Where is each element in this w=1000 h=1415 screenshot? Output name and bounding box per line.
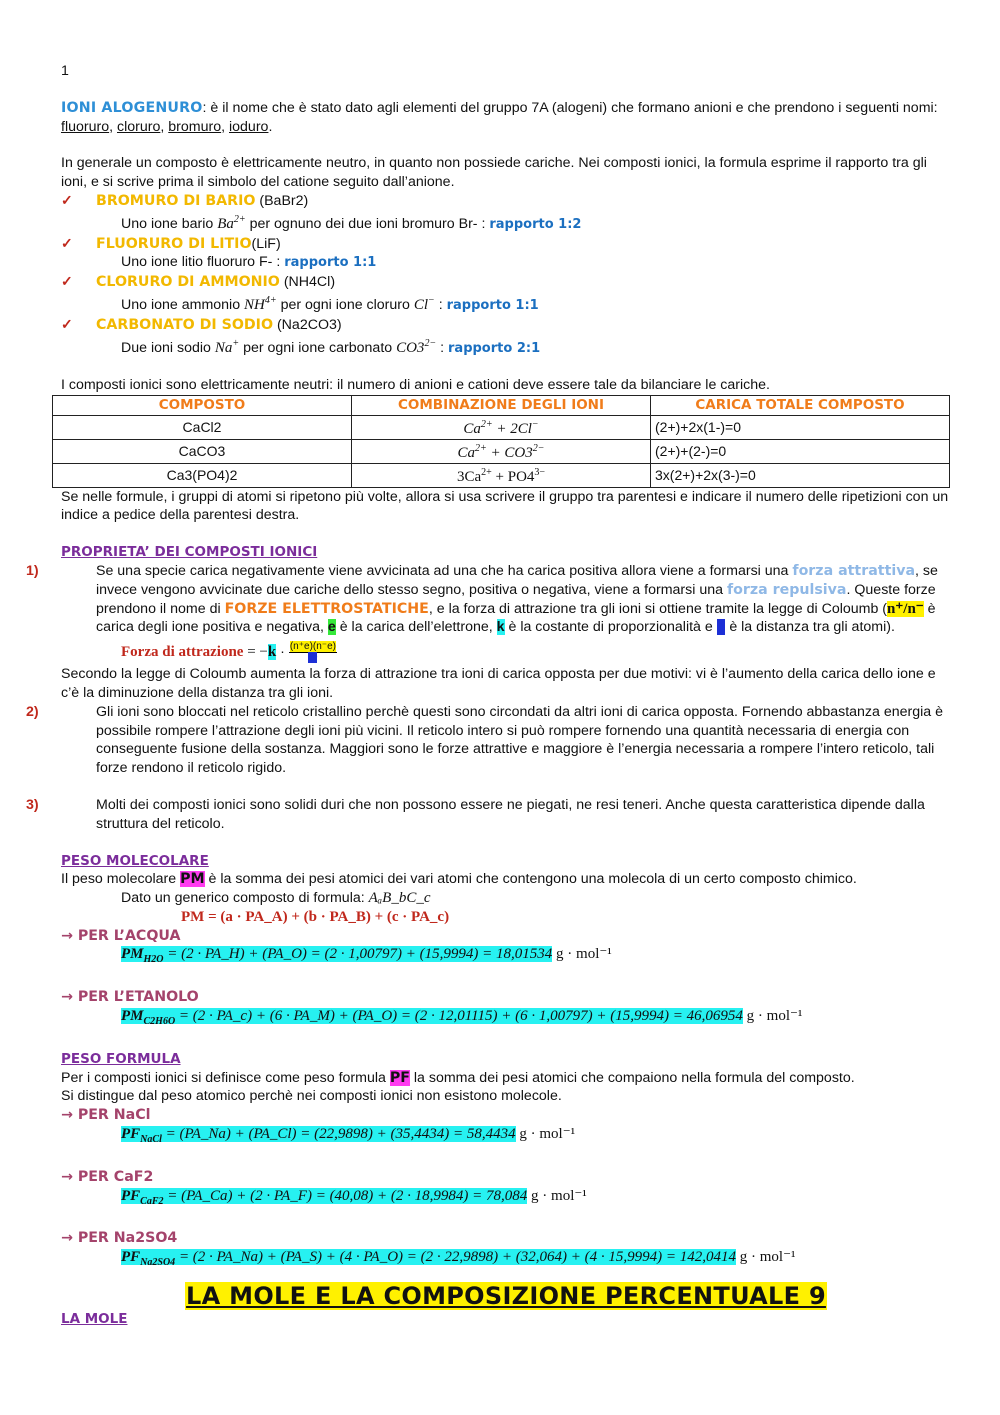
ioni-paragraph: IONI ALOGENURO: è il nome che è stato dato agli elementi del gruppo 7A (alogeni) che formano anioni e che prendono i seguenti nomi: fluoruro, cloruro, bromuro, ioduro. <box>61 99 938 135</box>
chapter-title: LA MOLE E LA COMPOSIZIONE PERCENTUALE 9 <box>186 1282 826 1311</box>
col-composto: COMPOSTO <box>53 396 352 416</box>
example-detail: Uno ione ammonio $NH^{4+}$ per ogni ione cloruro Cl− : rapporto 1:1 <box>121 294 539 313</box>
pm-formula: PM = (a · PA_A) + (b · PA_B) + (c · PA_c) <box>181 908 450 925</box>
ions-table <box>52 395 950 487</box>
property-2: 2) Gli ioni sono bloccati nel reticolo cristallino perchè questi sono circondati da altri ioni di carica opposta. Fornendo abbastanza energia è possibile rompere l’attrazione degli ioni più vicini. Il reticolo intero si può rompere fornendo una quantità necessaria di energia con conseguente fusione della sostanza. Maggiori sono le forze attrattive e maggiore è l’energia necessaria a rompere l’intero reticolo, tali forze rendono il reticolo rigido. <box>26 703 944 777</box>
check-icon: ✓ <box>61 316 73 333</box>
pf-definition: Per i composti ionici si definisce come peso formula PF la somma dei pesi atomici che compaiono nella formula del composto. <box>61 1069 855 1086</box>
table-header-row <box>53 396 950 416</box>
pf-item-formula: $PF_{Na2SO4} = (2$ · PA_Na) + (PA_S) + (4 · PA_O) = (2 · 22,9898) + (32,064) + (4 · 15,9994) = 142,0414 g · mol⁻¹ <box>121 1249 796 1269</box>
pm-item-formula: $PM_{C2H6O} = (2$ · PA_c) + (6 · PA_M) + (PA_O) = (2 · 12,01115) + (6 · 1,00797) + (15,9994) = 46,06954 g · mol⁻¹ <box>121 1008 803 1028</box>
section-title-peso-formula: PESO FORMULA <box>61 1050 181 1067</box>
example-detail: Uno ione bario $Ba^{2+}$ per ognuno dei due ioni bromuro Br- : rapporto 1:2 <box>121 213 582 232</box>
coulomb-formula: Forza di attrazione = $-k \cdot \frac{(n^+e)(n^-e)}{\text{d²}}$ <box>121 641 336 664</box>
document-page <box>26 62 951 1329</box>
coloumb-paragraph: Secondo la legge di Coloumb aumenta la forza di attrazione tra ioni di carica opposta per due motivi: vi è l’aumento della carica dello ione e c’è la diminuzione della distanza tra gli ioni. <box>61 666 936 701</box>
pf-distinction: Si distingue dal peso atomico perchè nei composti ionici non esistono molecole. <box>61 1088 562 1105</box>
property-1: 1) Se una specie carica negativamente viene avvicinata ad una che ha carica positiva allora viene a formarsi una forza attrattiva, se invece vengono avvicinate due cariche dello stesso segno, positiva o negativa, viene a formarsi una forza repulsiva. Queste forze prendono il nome di FORZE ELETTROSTATICHE, e la forza di attrazione tra gli ioni si ottiene tramite la legge di Coloumb (n⁺/n⁻ è carica degli ione positiva e negativa, e è la carica dell’elettrone, k è la costante di proporzionalità e d è la distanza tra gli atomi). <box>26 562 938 636</box>
name-2: cloruro <box>117 118 161 135</box>
section-title-peso-molecolare: PESO MOLECOLARE <box>61 852 209 869</box>
pm-generic: Dato un generico composto di formula: AₐB_bC_c <box>121 890 431 907</box>
check-icon: ✓ <box>61 274 73 291</box>
col-carica: CARICA TOTALE COMPOSTO <box>651 396 950 416</box>
pm-definition: Il peso molecolare PM è la somma dei pesi atomici dei vari atomi che contengono una molecola di un certo composto chimico. <box>61 871 857 888</box>
pf-item-label: → PER Na2SO4 <box>61 1230 178 1247</box>
example-detail: Due ioni sodio Na+ per ogni ione carbonato $CO3^{2-}$ : rapporto 2:1 <box>121 337 541 356</box>
table-row: Ca3(PO4)2 $3Ca^{2+} + PO4^{3-}$ 3x(2+)+2x(3-)=0 <box>53 463 950 487</box>
section-title-la-mole: LA MOLE <box>61 1310 128 1327</box>
table-row: CaCO3 $Ca^{2+} + CO3^{2-}$ (2+)+(2-)=0 <box>53 439 950 463</box>
pm-item-formula: $PM_{H2O} = (2$ · PA_H) + (PA_O) = (2 · 1,00797) + (15,9994) = 18,01534 g · mol⁻¹ <box>121 946 612 966</box>
check-icon: ✓ <box>61 235 73 252</box>
example-item: ✓ FLUORURO DI LITIO(LiF) <box>61 235 281 252</box>
pf-item-formula: $PF_{CaF2}$ = (PA_Ca) + (2 · PA_F) = (40,08) + (2 · 18,9984) = 78,084 g · mol⁻¹ <box>121 1187 587 1207</box>
ioni-title: IONI ALOGENURO <box>61 99 203 116</box>
pf-item-label: → PER CaF2 <box>61 1168 154 1185</box>
name-3: bromuro <box>168 118 222 135</box>
pf-item-label: → PER NaCl <box>61 1107 151 1124</box>
table-row: CaCl2 $Ca^{2+} + 2Cl^-$ (2+)+2x(1-)=0 <box>53 416 950 440</box>
col-combinazione: COMBINAZIONE DEGLI IONI <box>352 396 651 416</box>
property-3: 3) Molti dei composti ionici sono solidi duri che non possono essere ne piegati, ne resi teneri. Anche questa caratteristica dipende dalla struttura del reticolo. <box>26 796 925 832</box>
table-intro: I composti ionici sono elettricamente neutri: il numero di anioni e cationi deve essere tale da bilanciare le cariche. <box>61 377 770 394</box>
example-list <box>61 192 951 358</box>
example-detail: Uno ione litio fluoruro F- : rapporto 1:1 <box>121 254 377 271</box>
pm-item-label: → PER L’ACQUA <box>61 927 181 944</box>
example-item: ✓ CARBONATO DI SODIO (Na2CO3) <box>61 316 342 333</box>
pf-item-formula: $PF_{NaCl}$ = (PA_Na) + (PA_Cl) = (22,9898) + (35,4434) = 58,4434 g · mol⁻¹ <box>121 1126 576 1146</box>
section-title-proprieta: PROPRIETA’ DEI COMPOSTI IONICI <box>61 544 318 561</box>
check-icon: ✓ <box>61 192 73 209</box>
example-item: ✓ CLORURO DI AMMONIO (NH4Cl) <box>61 274 336 291</box>
example-item: ✓ BROMURO DI BARIO (BaBr2) <box>61 192 309 209</box>
pm-item-label: → PER L’ETANOLO <box>61 989 199 1006</box>
name-4: ioduro <box>229 118 269 135</box>
name-1: fluoruro <box>61 118 110 135</box>
intro-paragraph: In generale un composto è elettricamente neutro, in quanto non possiede cariche. Nei composti ionici, la formula esprime il rapporto tra gli ioni, e si scrive prima il simbolo del catione seguito dall’anione. <box>61 155 927 191</box>
page-number: 1 <box>61 63 69 79</box>
table-after: Se nelle formule, i gruppi di atomi si ripetono più volte, allora si usa scrivere il gruppo tra parentesi e indicare il numero delle ripetizioni con un indice a pedice della parentesi destra. <box>61 488 949 524</box>
